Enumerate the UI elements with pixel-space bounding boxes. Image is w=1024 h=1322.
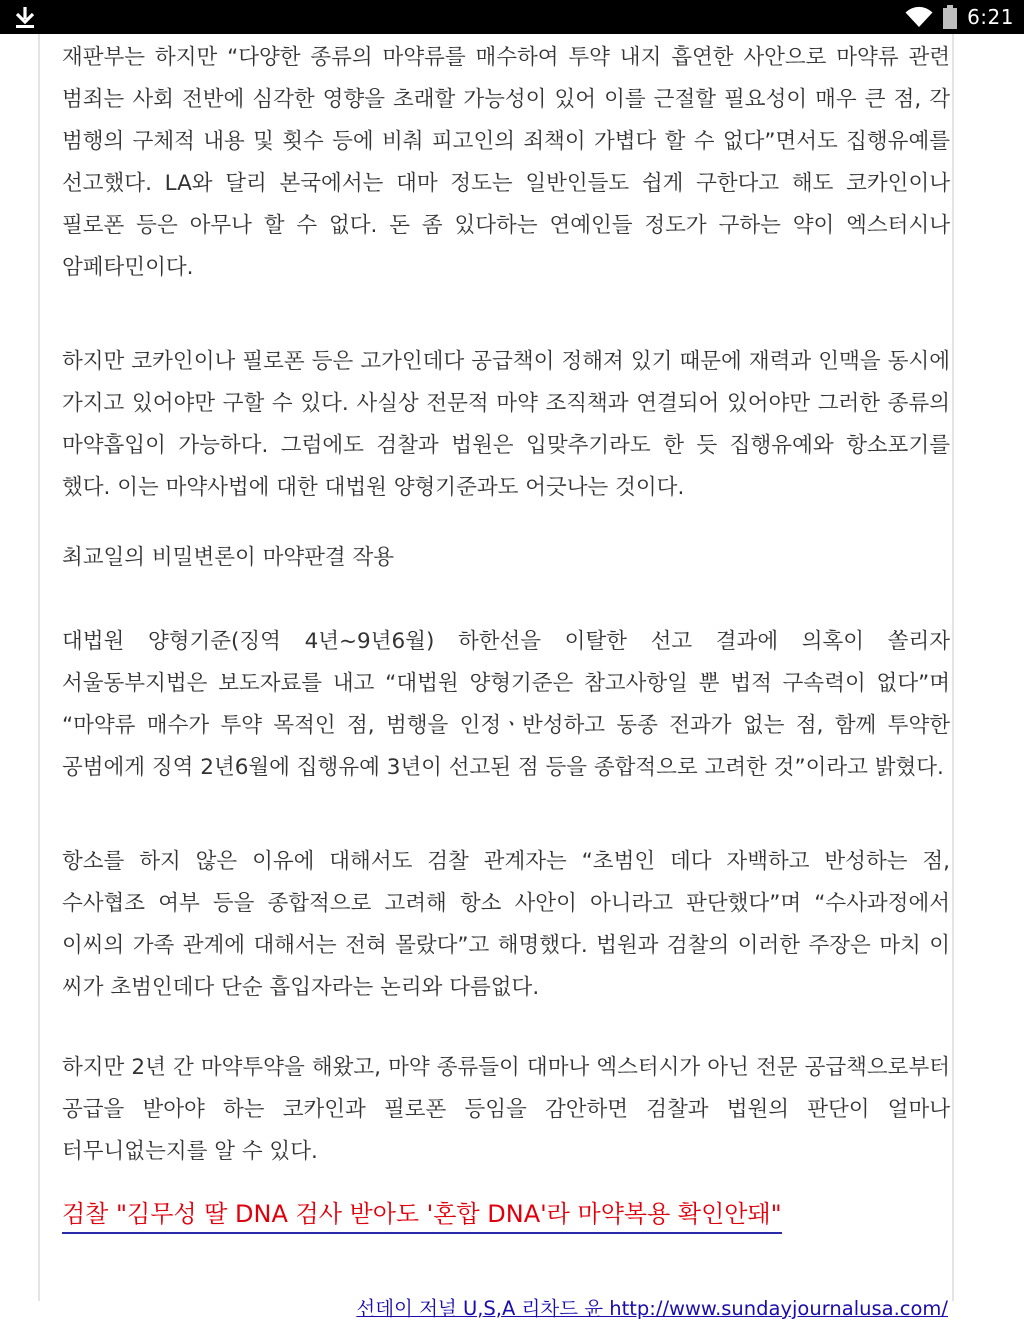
- article-paragraph: 재판부는 하지만 “다양한 종류의 마약류를 매수하여 투약 내지 흡연한 사안으로 마약류 관련 범죄는 사회 전반에 심각한 영향을 초래할 가능성이 있어 이를 근절할 필요성이 매우 큰 점, 각 범행의 구체적 내용 및 횟수 등에 비춰 피고인의 죄책이 가볍다 할 수 없다”면서도 집행유예를 선고했다. LA와 달리 본국에서는 대마 정도는 일반인들도 쉽게 구한다고 해도 코카인이나 필로폰 등은 아무나 할 수 없다. 돈 좀 있다하는 연예인들 정도가 구하는 약이 엑스터시나 암페타민이다.: [62, 45, 950, 280]
- article-paragraph: 대법원 양형기준(징역 4년~9년6월) 하한선을 이탈한 선고 결과에 의혹이 쏠리자 서울동부지법은 보도자료를 내고 “대법원 양형기준은 참고사항일 뿐 법적 구속력이 없다”며 “마약류 매수가 투약 목적인 점, 범행을 인정ㆍ반성하고 동종 전과가 없는 점, 함께 투약한 공범에게 징역 2년6월에 집행유예 3년이 선고된 점 등을 종합적으로 고려한 것”이라고 밝혔다.: [62, 629, 950, 780]
- article-paragraph: 항소를 하지 않은 이유에 대해서도 검찰 관계자는 “초범인 데다 자백하고 반성하는 점, 수사협조 여부 등을 종합적으로 고려해 항소 사안이 아니라고 판단했다”며 “수사과정에서 이씨의 가족 관계에 대해서는 전혀 몰랐다”고 해명했다. 법원과 검찰의 이러한 주장은 마치 이 씨가 초범인데다 단순 흡입자라는 논리와 다름없다.: [62, 849, 950, 1000]
- article-paragraph: 하지만 2년 간 마약투약을 해왔고, 마약 종류들이 대마나 엑스터시가 아닌 전문 공급책으로부터 공급을 받아야 하는 코카인과 필로폰 등임을 감안하면 검찰과 법원의 판단이 얼마나 터무니없는지를 알 수 있다.: [62, 1055, 950, 1164]
- battery-icon: [943, 5, 957, 29]
- download-icon: [12, 5, 38, 29]
- article-page: [38, 34, 954, 1320]
- related-article-link[interactable]: 검찰 "김무성 딸 DNA 검사 받아도 '혼합 DNA'라 마약복용 확인안돼": [62, 1196, 782, 1234]
- status-bar: [0, 0, 1024, 34]
- source-credit-link[interactable]: 선데이 저널 U,S,A 리차드 윤 http://www.sundayjournalusa.com/: [356, 1297, 948, 1320]
- wifi-icon: [905, 6, 933, 28]
- status-right: [905, 0, 1014, 34]
- article-paragraph: 하지만 코카인이나 필로폰 등은 고가인데다 공급책이 정해져 있기 때문에 재력과 인맥을 동시에 가지고 있어야만 구할 수 있다. 사실상 전문적 마약 조직책과 연결되어 있어야만 그러한 종류의 마약흡입이 가능하다. 그럼에도 검찰과 법원은 입맞추기라도 한 듯 집행유예와 항소포기를 했다. 이는 마약사법에 대한 대법원 양형기준과도 어긋나는 것이다.: [62, 349, 950, 500]
- status-time: 6:21: [967, 5, 1014, 29]
- article-subheading: 최교일의 비밀변론이 마약판결 작용: [62, 545, 395, 570]
